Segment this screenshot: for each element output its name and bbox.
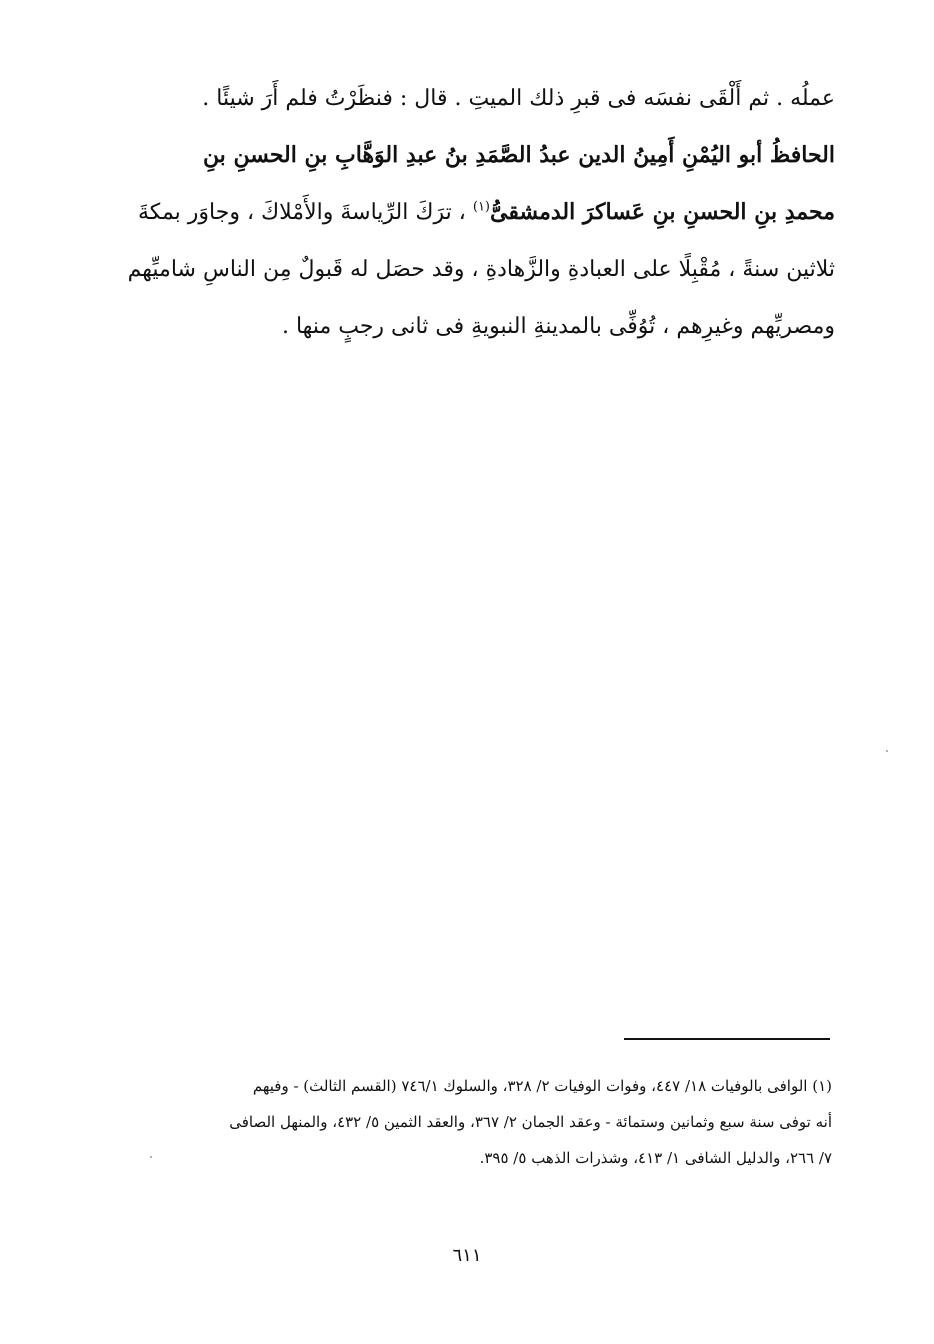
footnote-reference[interactable]: (١) xyxy=(472,199,490,215)
footnote-line-1: (١) الوافى بالوفيات ١٨/ ٤٤٧، وفوات الوفيات ٢/ ٣٢٨، والسلوك ٧٤٦/١ (القسم الثالث) - وفيهم xyxy=(252,1077,832,1095)
text-line-3-rest: ، ترَكَ الرِّياسةَ والأَمْلاكَ ، وجاوَر بمكةَ xyxy=(138,200,473,225)
entry-heading-line: الحافظُ أبو اليُمْنِ أَمِينُ الدين عبدُ الصَّمَدِ بنُ عبدِ الوَهَّابِ بنِ الحسنِ بنِ xyxy=(202,142,835,168)
page-number: ٦١١ xyxy=(452,1245,482,1266)
scan-speck xyxy=(886,750,888,752)
entry-heading-continuation: محمدِ بنِ الحسنِ بنِ عَساكرَ الدمشقىُّ xyxy=(490,199,835,225)
footnote-line-2: أنه توفى سنة سبع وثمانين وستمائة - وعقد الجمان ٢/ ٣٦٧، والعقد الثمين ٥/ ٤٣٢، والمنهل الصافى xyxy=(229,1113,832,1131)
footnote-line-3: ٧/ ٢٦٦، والدليل الشافى ١/ ٤١٣، وشذرات الذهب ٥/ ٣٩٥. xyxy=(479,1149,832,1167)
text-line-4: ثلاثين سنةً ، مُقْبِلًا على العبادةِ والزَّهادةِ ، وقد حصَل له قَبولٌ مِن الناسِ شاميِّهم xyxy=(127,257,835,282)
footnote xyxy=(118,1068,832,1176)
footnote-separator xyxy=(624,1038,830,1040)
text-line-1: عملُه . ثم أَلْقَى نفسَه فى قبرِ ذلك الميتِ . قال : فنظَرْتُ فلم أَرَ شيئًا . xyxy=(202,86,835,111)
text-line-3 xyxy=(100,184,835,241)
scan-speck xyxy=(150,1156,152,1158)
text-line-5: ومصريِّهم وغيرِهم ، تُوُفِّى بالمدينةِ النبويةِ فى ثانى رجبٍ منها . xyxy=(281,314,835,339)
main-text xyxy=(100,70,835,355)
